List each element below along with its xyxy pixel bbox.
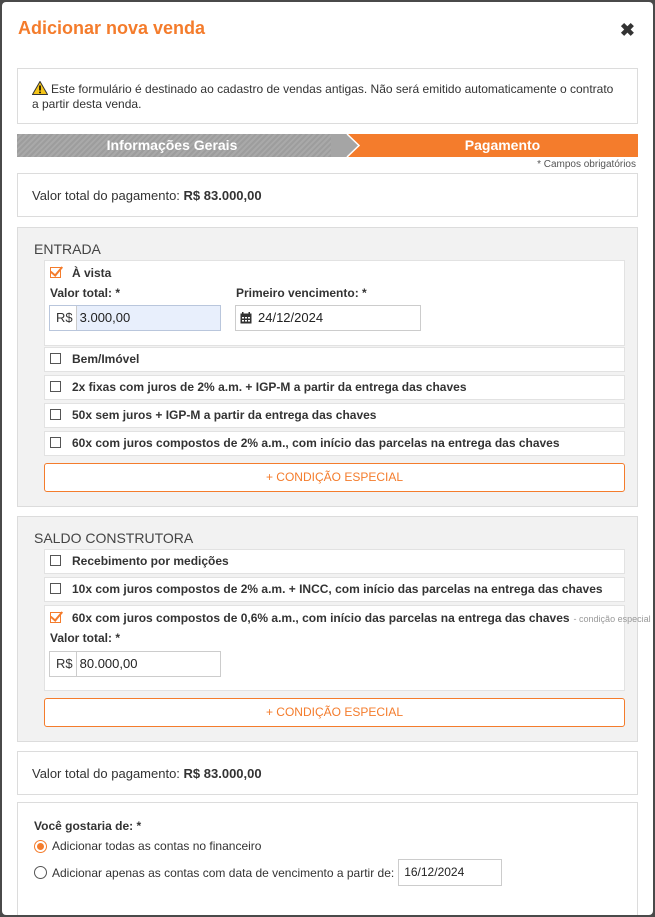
option-60x-juros-06	[44, 605, 651, 691]
close-icon[interactable]: ✖	[619, 20, 635, 40]
valor-total-label: Valor total: *	[50, 286, 121, 300]
primeiro-vencimento-label: Primeiro vencimento: *	[236, 286, 367, 300]
currency-addon: R$	[50, 306, 76, 330]
radio-todas[interactable]	[34, 840, 47, 853]
option-label: Recebimento por medições	[72, 554, 229, 568]
option-60x-juros-2[interactable]	[44, 431, 625, 456]
option-10x-incc[interactable]	[44, 577, 625, 602]
currency-addon: R$	[56, 656, 73, 671]
primeiro-vencimento-value: 24/12/2024	[258, 310, 324, 325]
modal-title: Adicionar nova venda	[18, 18, 206, 38]
checkbox[interactable]	[50, 437, 61, 448]
checkbox[interactable]	[50, 381, 61, 392]
wizard-steps	[17, 134, 638, 157]
saldo-condicao-especial-button[interactable]: + CONDIÇÃO ESPECIAL	[44, 698, 625, 727]
total-payment-bottom	[17, 751, 638, 795]
entrada-condicao-especial-button[interactable]: + CONDIÇÃO ESPECIAL	[44, 463, 625, 492]
option-2x-fixas[interactable]	[44, 375, 625, 400]
saldo-valor-value: 80.000,00	[76, 652, 220, 676]
total-label: Valor total do pagamento:	[32, 188, 180, 203]
checkbox[interactable]	[50, 583, 61, 594]
option-label: 60x com juros compostos de 0,6% a.m., com início das parcelas na entrega das chaves	[72, 611, 570, 625]
option-bem-imovel[interactable]	[44, 347, 625, 372]
radio-label: Adicionar todas as contas no financeiro	[52, 839, 262, 853]
option-label: 50x sem juros + IGP-M a partir da entrega das chaves	[72, 408, 377, 422]
entrada-valor-value: 3.000,00	[76, 306, 220, 330]
checkbox[interactable]	[50, 353, 61, 364]
saldo-title: SALDO CONSTRUTORA	[34, 530, 194, 546]
radio-option-a-partir[interactable]	[34, 859, 502, 886]
total-label: Valor total do pagamento:	[32, 766, 180, 781]
option-recebimento-medicoes[interactable]	[44, 549, 625, 574]
radio-a-partir[interactable]	[34, 866, 47, 879]
a-vista-checkbox[interactable]	[50, 267, 61, 278]
option-a-vista	[44, 260, 625, 346]
warning-text: Este formulário é destinado ao cadastro de vendas antigas. Não será emitido automaticamente o contrato a partir desta venda.	[32, 82, 614, 111]
step-arrow-icon	[331, 134, 361, 157]
warning-box	[17, 68, 638, 124]
question-title: Você gostaria de: *	[34, 819, 142, 833]
option-50x-sem-juros[interactable]	[44, 403, 625, 428]
option-label: 2x fixas com juros de 2% a.m. + IGP-M a partir da entrega das chaves	[72, 380, 467, 394]
accounts-question-box	[17, 802, 638, 915]
modal-dialog	[2, 2, 653, 915]
checkbox[interactable]	[50, 409, 61, 420]
option-label: Bem/Imóvel	[72, 352, 140, 366]
option-label: 60x com juros compostos de 2% a.m., com início das parcelas na entrega das chaves	[72, 436, 560, 450]
total-payment-top	[17, 173, 638, 217]
warning-icon	[32, 81, 48, 95]
checkbox[interactable]	[50, 555, 61, 566]
saldo-section	[17, 516, 651, 742]
calendar-icon	[236, 306, 256, 330]
radio-option-todas[interactable]	[34, 839, 261, 853]
saldo-selected-checkbox[interactable]	[50, 612, 61, 623]
entrada-valor-input[interactable]	[49, 305, 221, 331]
a-partir-date-input[interactable]: 16/12/2024	[398, 859, 502, 886]
a-vista-label: À vista	[72, 266, 112, 280]
step-pagamento[interactable]: Pagamento	[347, 134, 638, 157]
saldo-valor-input[interactable]	[49, 651, 221, 677]
primeiro-vencimento-input[interactable]	[235, 305, 421, 331]
radio-label: Adicionar apenas as contas com data de vencimento a partir de:	[52, 865, 395, 880]
step-informacoes-gerais[interactable]: Informações Gerais	[17, 134, 347, 157]
required-note: * Campos obrigatórios	[537, 159, 636, 170]
entrada-section	[17, 227, 638, 507]
special-condition-tag: - condição especial	[573, 614, 651, 624]
valor-total-label: Valor total: *	[50, 631, 121, 645]
entrada-title: ENTRADA	[34, 241, 101, 257]
total-value: R$ 83.000,00	[183, 188, 262, 203]
total-value: R$ 83.000,00	[183, 766, 262, 781]
option-label: 10x com juros compostos de 2% a.m. + INCC, com início das parcelas na entrega das chaves	[72, 582, 603, 596]
